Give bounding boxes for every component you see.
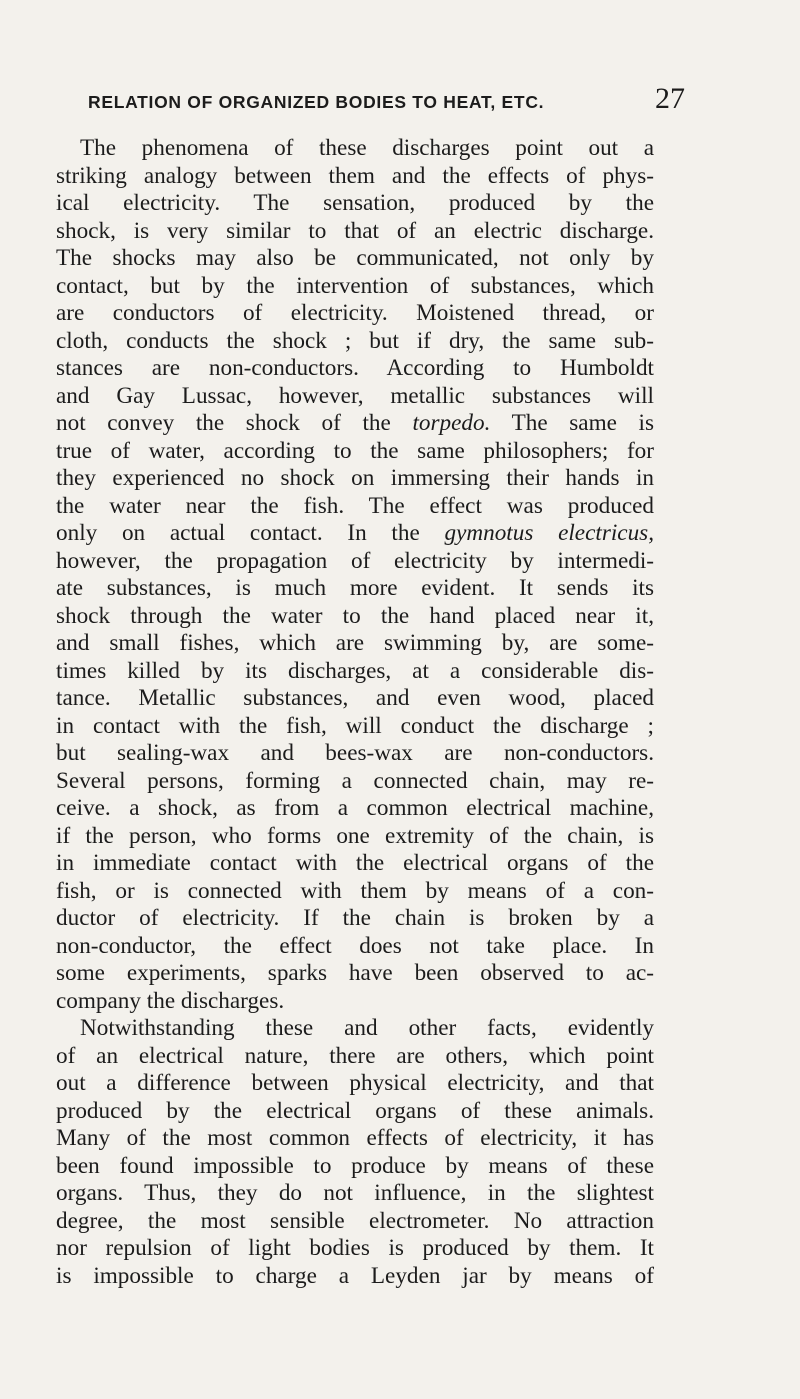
text-line	[56, 300, 654, 328]
text-line	[56, 1208, 654, 1236]
text-line	[56, 465, 654, 493]
text-line-content: Many of the most common effects of electricity, it has	[56, 1125, 654, 1151]
text-line	[56, 713, 654, 741]
text-line-continuation: The same is	[490, 410, 654, 436]
text-line-content: only on actual contact. In the	[56, 520, 445, 546]
running-head	[88, 84, 685, 124]
text-line	[56, 905, 654, 933]
text-line-content: ductor of electricity. If the chain is broken by a	[56, 905, 654, 931]
text-line-content: ical electricity. The sensation, produced by the	[56, 190, 654, 216]
text-line	[56, 438, 654, 466]
text-line-content: produced by the electrical organs of these animals.	[56, 1097, 654, 1124]
text-line	[56, 1180, 654, 1208]
text-line-content: they experienced no shock on immersing their hands in	[56, 465, 654, 491]
text-line-content: tance. Metallic substances, and even wood, placed	[56, 685, 654, 711]
text-line	[56, 658, 654, 686]
text-line-content: in immediate contact with the electrical organs of the	[56, 850, 654, 876]
text-line-content: if the person, who forms one extremity of the chain, is	[56, 822, 654, 849]
page-number: 27	[655, 82, 685, 115]
text-line	[56, 548, 654, 576]
text-line	[56, 218, 654, 246]
running-title: RELATION OF ORGANIZED BODIES TO HEAT, ETC.	[88, 92, 545, 112]
text-line-content: non-conductor, the effect does not take place. In	[56, 932, 654, 959]
text-line	[56, 740, 654, 768]
text-line	[56, 245, 654, 273]
text-line-content: ceive. a shock, as from a common electrical machine,	[56, 795, 654, 821]
text-line-content: however, the propagation of electricity by intermedi-	[56, 547, 654, 574]
text-line	[56, 410, 654, 438]
text-line-content: Several persons, forming a connected chain, may re-	[56, 767, 654, 794]
text-line-content: are conductors of electricity. Moistened thread, or	[56, 300, 654, 326]
text-line	[56, 1235, 654, 1263]
text-line	[56, 520, 654, 548]
text-line-content: company the discharges.	[56, 987, 285, 1014]
text-line	[56, 1098, 654, 1126]
text-line-content: but sealing-wax and bees-wax are non-conductors.	[56, 740, 654, 766]
text-line-content: shock through the water to the hand placed near it,	[56, 602, 654, 629]
text-line	[56, 630, 654, 658]
text-line	[56, 823, 654, 851]
italic-term: torpedo.	[412, 410, 491, 436]
text-line-content: shock, is very similar to that of an electric discharge.	[56, 217, 654, 244]
text-line	[56, 1263, 654, 1291]
text-line	[56, 1153, 654, 1181]
text-line	[56, 795, 654, 823]
text-line-content: stances are non-conductors. According to Humboldt	[56, 355, 654, 381]
text-line	[56, 1125, 654, 1153]
text-line-content: and Gay Lussac, however, metallic substances will	[56, 382, 654, 409]
text-line-content: organs. Thus, they do not influence, in the slightest	[56, 1180, 654, 1206]
text-line-content: in contact with the fish, will conduct the discharge ;	[56, 712, 654, 739]
text-line-content: striking analogy between them and the effects of phys-	[56, 162, 654, 189]
body-text	[56, 135, 654, 1290]
text-line-content: the water near the fish. The effect was produced	[56, 492, 654, 519]
text-line-content: not convey the shock of the	[56, 410, 413, 436]
text-line-content: nor repulsion of light bodies is produced by them. It	[56, 1235, 654, 1261]
text-line-content: cloth, conducts the shock ; but if dry, the same sub-	[56, 327, 654, 354]
text-line	[56, 493, 654, 521]
text-line	[56, 383, 654, 411]
text-line-content: The shocks may also be communicated, not only by	[56, 245, 654, 271]
text-line-content: contact, but by the intervention of substances, which	[56, 272, 654, 299]
text-line-content: some experiments, sparks have been observed to ac-	[56, 960, 654, 986]
text-line-content: Notwithstanding these and other facts, evidently	[80, 1015, 654, 1041]
text-line-content: been found impossible to produce by means of these	[56, 1152, 654, 1179]
text-line-content: of an electrical nature, there are others, which point	[56, 1042, 654, 1069]
text-line-content: out a difference between physical electricity, and that	[56, 1070, 654, 1096]
text-line-content: and small fishes, which are swimming by, are some-	[56, 630, 654, 656]
text-line	[56, 135, 654, 163]
text-line	[56, 1043, 654, 1071]
text-line	[56, 1070, 654, 1098]
text-line	[56, 163, 654, 191]
text-line-content: degree, the most sensible electrometer. No attraction	[56, 1207, 654, 1234]
text-line	[56, 960, 654, 988]
text-line	[56, 878, 654, 906]
text-line-content: true of water, according to the same philosophers; for	[56, 437, 654, 464]
text-line-content: is impossible to charge a Leyden jar by means of	[56, 1262, 654, 1289]
text-line-content: ate substances, is much more evident. It sends its	[56, 575, 654, 601]
text-line-content: fish, or is connected with them by means of a con-	[56, 877, 654, 904]
text-line	[56, 1015, 654, 1043]
text-line	[56, 988, 654, 1016]
italic-term: gymnotus electricus,	[444, 520, 654, 546]
text-line-content: times killed by its discharges, at a considerable dis-	[56, 657, 654, 684]
text-line	[56, 933, 654, 961]
text-line	[56, 575, 654, 603]
text-line	[56, 768, 654, 796]
text-line	[56, 190, 654, 218]
text-line	[56, 355, 654, 383]
text-line	[56, 603, 654, 631]
text-line	[56, 273, 654, 301]
text-line	[56, 685, 654, 713]
text-line	[56, 328, 654, 356]
text-line	[56, 850, 654, 878]
text-line-content: The phenomena of these discharges point out a	[80, 135, 654, 161]
